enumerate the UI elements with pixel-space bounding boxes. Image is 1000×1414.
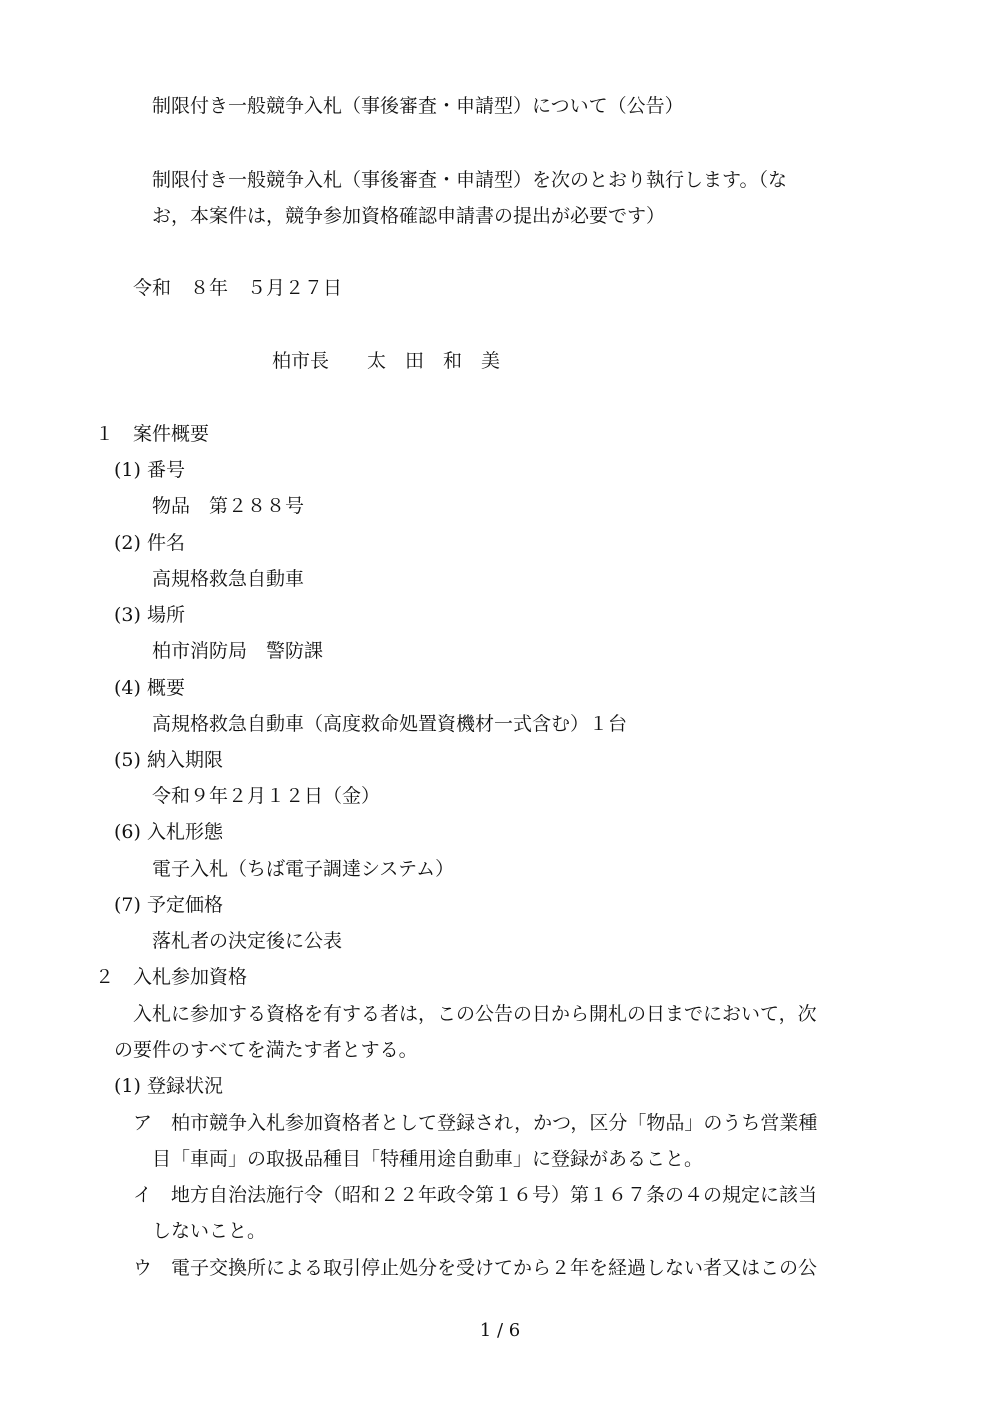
page-title: 制限付き一般競争入札（事後審査・申請型）について（公告）	[152, 95, 684, 117]
issuer-name: 柏市長 太 田 和 美	[272, 350, 501, 372]
section1-heading: １ 案件概要	[95, 423, 210, 445]
intro-line-2: お，本案件は，競争参加資格確認申請書の提出が必要です）	[152, 205, 666, 227]
intro-line-1: 制限付き一般競争入札（事後審査・申請型）を次のとおり執行します。（な	[152, 169, 787, 191]
section1-item-label: (4) 概要	[114, 677, 185, 699]
section1-item-value: 電子入札（ちば電子調達システム）	[152, 858, 455, 880]
section1-item-label: (5) 納入期限	[114, 749, 223, 771]
section2-intro-line-2: の要件のすべてを満たす者とする。	[114, 1039, 418, 1061]
section1-item-label: (3) 場所	[114, 604, 185, 626]
page-number: 1 / 6	[479, 1320, 521, 1341]
notice-date: 令和 ８年 ５月２７日	[133, 277, 343, 299]
requirement-a-line-1: ア 柏市競争入札参加資格者として登録され，かつ，区分「物品」のうち営業種	[133, 1112, 818, 1134]
section1-item-value: 高規格救急自動車	[152, 568, 305, 590]
section1-item-value: 高規格救急自動車（高度救命処置資機材一式含む）１台	[152, 713, 628, 735]
requirement-a-line-2: 目「車両」の取扱品種目「特種用途自動車」に登録があること。	[152, 1148, 704, 1170]
section1-item-value: 令和９年２月１２日（金）	[152, 785, 381, 807]
section1-item-value: 物品 第２８８号	[152, 495, 305, 517]
section1-item-label: (2) 件名	[114, 532, 185, 554]
section1-item-value: 落札者の決定後に公表	[152, 930, 343, 952]
section1-item-label: (6) 入札形態	[114, 821, 223, 843]
section2-intro-line-1: 入札に参加する資格を有する者は，この公告の日から開札の日までにおいて，次	[133, 1003, 817, 1025]
requirement-i-line-1: イ 地方自治法施行令（昭和２２年政令第１６号）第１６７条の４の規定に該当	[133, 1184, 818, 1206]
requirement-i-line-2: しないこと。	[152, 1220, 267, 1242]
section2-heading: ２ 入札参加資格	[95, 966, 248, 988]
section1-item-label: (1) 番号	[114, 459, 185, 481]
section1-item-label: (7) 予定価格	[114, 894, 223, 916]
section2-sub-heading: (1) 登録状況	[114, 1075, 223, 1097]
requirement-u-line-1: ウ 電子交換所による取引停止処分を受けてから２年を経過しない者又はこの公	[133, 1257, 818, 1279]
section1-item-value: 柏市消防局 警防課	[152, 640, 324, 662]
